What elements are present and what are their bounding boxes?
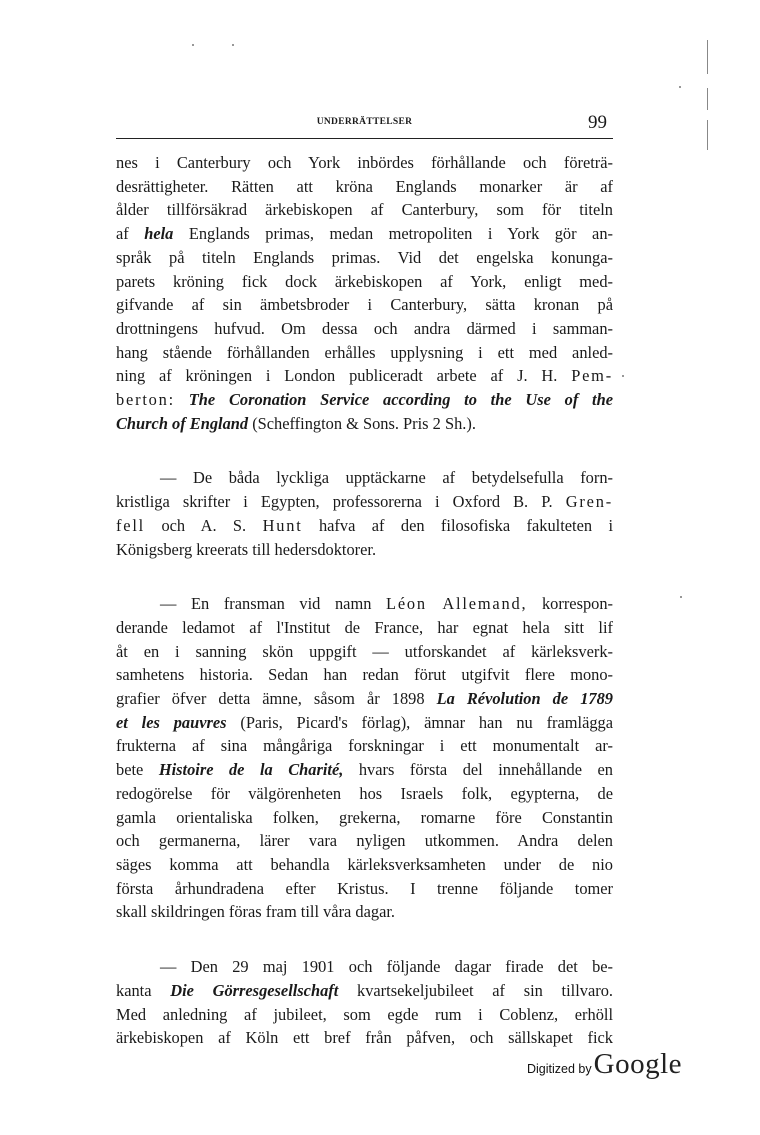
book-title: Histoire de la Charité, bbox=[158, 760, 344, 780]
paragraph-grenfell-hunt bbox=[116, 466, 613, 561]
spaced-name: Gren- bbox=[565, 492, 613, 512]
spaced-name: berton: bbox=[116, 390, 176, 410]
google-logo: Google bbox=[593, 1048, 682, 1080]
book-title: The Coronation Service according to the Use of the bbox=[188, 390, 613, 410]
scan-speck bbox=[679, 86, 681, 88]
paragraph-allemand bbox=[116, 592, 613, 924]
text-line: parets kröning fick dock ärkebiskopen af York, enligt med- bbox=[116, 271, 613, 291]
text-line: redogörelse för välgörenheten hos Israels folk, egypterna, de bbox=[116, 783, 613, 803]
scan-speck bbox=[192, 44, 194, 46]
text-line: åt en i sanning skön uppgift — utforskandet af kärleksverk- bbox=[116, 641, 613, 661]
book-title: et les pauvres bbox=[116, 712, 227, 732]
text-line: samhetens historia. Sedan han redan förut utgifvit flere mono- bbox=[116, 665, 613, 685]
digitized-by-label: Digitized by bbox=[527, 1062, 592, 1076]
text-line: Königsberg kreerats till hedersdoktorer. bbox=[116, 539, 377, 559]
book-title: Church of England bbox=[116, 413, 249, 433]
book-title: Die Görresgesellschaft bbox=[170, 980, 339, 1000]
text-line: kristliga skrifter i Egypten, professorerna i Oxford B. P. Gren- bbox=[116, 492, 613, 512]
spaced-name: fell bbox=[116, 515, 146, 535]
running-head: UNDERRÄTTELSER bbox=[316, 117, 413, 127]
text-line: Church of England (Scheffington & Sons. Pris 2 Sh.). bbox=[116, 413, 476, 433]
text-line: derande ledamot af l'Institut de France, har egnat hela sitt lif bbox=[116, 617, 613, 637]
scan-edge-line bbox=[707, 88, 708, 110]
page-body bbox=[116, 151, 613, 1050]
text-line: första århundradena efter Kristus. I trenne följande tomer bbox=[116, 878, 613, 898]
text-line: hang stående förhållanden erhålles upplysning i ett med anled- bbox=[116, 342, 613, 362]
text-line: ärkebiskopen af Köln ett bref från påfven, och sällskapet fick bbox=[116, 1028, 613, 1048]
text-line: et les pauvres (Paris, Picard's förlag), ämnar han nu framlägga bbox=[116, 712, 614, 732]
text-line bbox=[116, 388, 613, 412]
text-line: och germanerna, lärer vara nyligen utkommen. Andra delen bbox=[116, 831, 613, 851]
scan-speck bbox=[232, 44, 234, 46]
page-number: 99 bbox=[588, 112, 607, 133]
scan-speck bbox=[622, 375, 624, 377]
text-line: kanta Die Görresgesellschaft kvartsekeljubileet af sin tillvaro. bbox=[116, 980, 613, 1000]
spaced-name: Pem- bbox=[571, 366, 613, 386]
text-line: af hela Englands primas, medan metropoliten i York gör an- bbox=[116, 224, 613, 244]
text-line: drottningens hufvud. Om dessa och andra därmed i samman- bbox=[116, 318, 613, 338]
scan-speck bbox=[680, 596, 682, 598]
scan-edge-line bbox=[707, 40, 708, 74]
text-line: Med anledning af jubileet, som egde rum i Coblenz, erhöll bbox=[116, 1004, 613, 1024]
text-line: ning af kröningen i London publiceradt arbete af J. H. Pem- bbox=[116, 366, 613, 386]
text-line: grafier öfver detta ämne, såsom år 1898 La Révolution de 1789 bbox=[116, 689, 613, 709]
text-line: — De båda lyckliga upptäckarne af betydelsefulla forn- bbox=[160, 468, 613, 488]
text-line: ålder tillförsäkrad ärkebiskopen af Canterbury, som för titeln bbox=[116, 200, 613, 220]
text-line: språk på titeln Englands primas. Vid det engelska konunga- bbox=[116, 247, 613, 267]
italic-word: hela bbox=[144, 224, 174, 244]
text-line: frukterna af sina mångåriga forskningar i ett monumentalt ar- bbox=[116, 736, 613, 756]
text-line: gifvande af sin ämbetsbroder i Canterbury, sätta kronan på bbox=[116, 295, 613, 315]
text-line: — En fransman vid namn Léon Allemand, korrespon- bbox=[160, 594, 613, 614]
text-line: desrättigheter. Rätten att kröna Englands monarker är af bbox=[116, 176, 613, 196]
text-line: fell och A. S. Hunt hafva af den filosofiska fakulteten i bbox=[116, 515, 613, 535]
text-line: bete Histoire de la Charité, hvars första del innehållande en bbox=[116, 760, 613, 780]
text-line: — Den 29 maj 1901 och följande dagar firade det be- bbox=[160, 957, 613, 977]
text-line: skall skildringen föras fram till våra dagar. bbox=[116, 902, 396, 922]
paragraph-gorres bbox=[116, 955, 613, 1050]
text-line: säges komma att behandla kärleksverksamheten under de nio bbox=[116, 854, 613, 874]
page-header bbox=[116, 112, 613, 139]
digitized-watermark bbox=[527, 1048, 682, 1088]
scan-edge-line bbox=[707, 120, 708, 150]
text-line: gamla orientaliska folken, grekerna, romarne före Constantin bbox=[116, 807, 613, 827]
book-title: La Révolution de 1789 bbox=[436, 689, 613, 709]
paragraph-coronation bbox=[116, 151, 613, 435]
spaced-name: Léon Allemand, bbox=[386, 594, 528, 614]
spaced-name: Hunt bbox=[262, 515, 303, 535]
text-line: nes i Canterbury och York inbördes förhållande och företrä- bbox=[116, 153, 613, 172]
